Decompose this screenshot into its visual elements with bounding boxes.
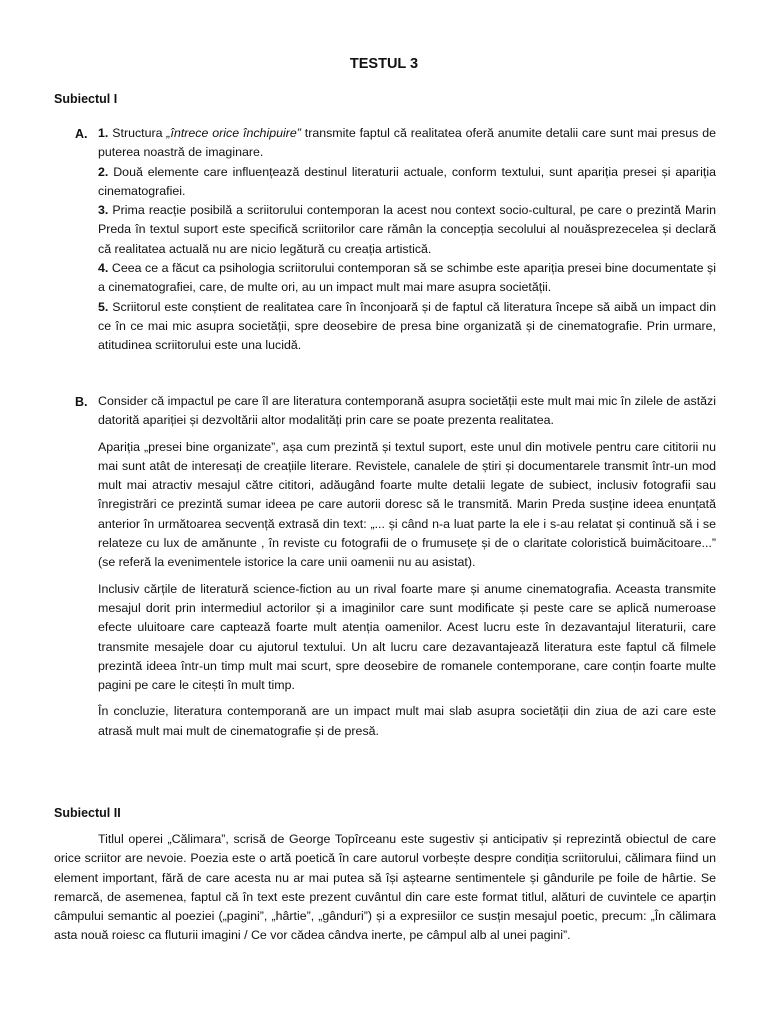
item-number: 3. bbox=[98, 203, 109, 218]
part-a-item-2 bbox=[98, 163, 716, 202]
part-a-item-3 bbox=[98, 201, 716, 259]
subiectul-1-heading: Subiectul I bbox=[54, 92, 118, 106]
page-title: TESTUL 3 bbox=[349, 56, 419, 72]
item-number: 1. bbox=[98, 126, 109, 140]
part-b-paragraph-1: Consider că impactul pe care îl are literatura contemporană asupra societății este mult mai mic în zilele de astăzi datorită apariției și dezvoltării altor modalități prin care se poate prezenta realitatea. bbox=[98, 394, 716, 428]
part-a-items bbox=[98, 124, 716, 356]
item-number: 2. bbox=[98, 164, 109, 179]
item-quote: „întrece orice închipuire” bbox=[166, 126, 301, 140]
part-b-paragraphs bbox=[98, 392, 716, 741]
subiectul-2-body bbox=[54, 830, 716, 946]
item-number: 5. bbox=[98, 299, 109, 314]
item-text: Două elemente care influențează destinul literaturii actuale, conform textului, sunt apariția presei și apariția cinematografiei. bbox=[98, 164, 716, 198]
part-a-item-4 bbox=[98, 259, 716, 298]
part-b-paragraph-4: În concluzie, literatura contemporană are un impact mult mai slab asupra societății din ziua de azi care este atrasă mult mai mult de cinematografie și de presă. bbox=[98, 704, 716, 738]
item-text: Structura bbox=[112, 126, 167, 140]
item-text: transmite faptul că realitatea oferă anumite detalii care sunt mai presus de puterea noastră de imaginare. bbox=[98, 126, 716, 160]
part-b-letter: B. bbox=[75, 395, 88, 409]
item-text: Prima reacție posibilă a scriitorului contemporan la acest nou context socio-cultural, pe care o prezintă Marin Preda în textul suport este specifică scriitorilor care rămân la concepția secolului al nouăsprezecelea și declară că realitatea actuală nu are nicio legătură cu creația artistică. bbox=[98, 203, 716, 256]
part-b-paragraph-2: Apariția „presei bine organizate”, așa cum prezintă și textul suport, este unul din motivele pentru care cititorii nu mai sunt atât de interesați de creațiile literare. Revistele, canalele de știri și documentarele transmit într-un mod mult mai atractiv mesajul către cititori, adăugând foarte multe detalii legate de subiect, inclusiv fotografii sau înregistrări ce prezintă sumar ideea pe care autorii doresc să le transmită. Marin Preda susține ideea enunțată anterior în următoarea secvență extrasă din text: „... și când n-a luat parte la ele i s-au relatat și continuă să i se relateze cu lux de amănunte , în reviste cu fotografii de o frumusețe și de o claritate coloristică buimăcitoare...” (se referă la evenimentele istorice la care unii oamenii nu au asistat). bbox=[98, 439, 716, 570]
item-text: Scriitorul este conștient de realitatea care în înconjoară și de faptul că literatura începe să aibă un impact din ce în ce mai mic asupra societății, spre deosebire de presa bine organizată și de cinematografie. Prin urmare, atitudinea scriitorului este una lucidă. bbox=[98, 299, 717, 353]
part-b-paragraph-3: Inclusiv cărțile de literatură science-fiction au un rival foarte mare și anume cinematografia. Aceasta transmite mesajul dorit prin intermediul actorilor și a imaginilor care sunt modificate și peste care se aplică numeroase efecte uluitoare care captează foarte mult atenția oamenilor. Acest lucru este în dezavantajul literaturii, care transmite mesajele doar cu ajutorul textului. Un alt lucru care dezavantajează literatura este faptul că filmele prezintă ideea într-un timp mult mai scurt, spre deosebire de romanele contemporane, care conțin foarte multe pagini pe care le citești în mult timp. bbox=[98, 581, 716, 693]
part-a-letter: A. bbox=[75, 127, 88, 141]
item-number: 4. bbox=[98, 261, 109, 276]
part-a-item-1 bbox=[98, 124, 716, 163]
part-a-item-5 bbox=[98, 298, 716, 356]
subiectul-2-paragraph: Titlul operei „Călimara”, scrisă de George Topîrceanu este sugestiv și anticipativ și reprezintă obiectul de care orice scriitor are nevoie. Poezia este o artă poetică în care autorul vorbește despre condiția scriitorului, călimara fiind un element important, fără de care acesta nu ar mai putea să își aștearne sentimentele și gândurile pe foile de hârtie. Se remarcă, de asemenea, faptul că în text este prezent cuvântul din care este format titlul, alături de cuvintele ce aparțin câmpului semantic al poeziei („pagini”, „hârtie”, „gânduri”) și a expresiilor ce susțin mesajul poetic, precum: „În călimara asta nouă roiesc ca fluturii imagini / Ce vor cădea cândva inerte, pe câmpul alb al unei pagini”. bbox=[54, 832, 716, 943]
item-text: Ceea ce a făcut ca psihologia scriitorului contemporan să se schimbe este apariția presei bine documentate și a cinematografiei, care, de multe ori, au un impact mult mai mare asupra societății. bbox=[98, 261, 716, 295]
subiectul-2-heading: Subiectul II bbox=[54, 806, 121, 820]
